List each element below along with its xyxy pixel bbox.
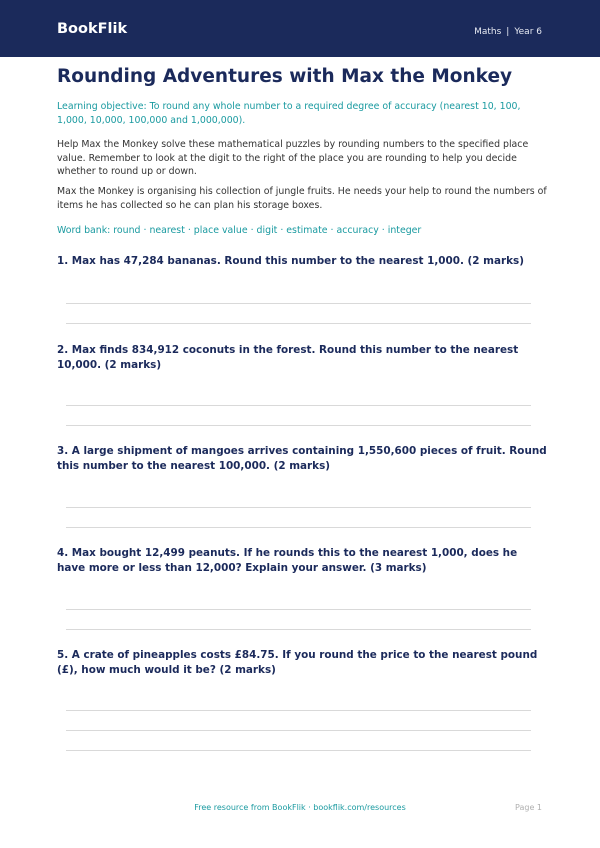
worksheet-title: Rounding Adventures with Max the Monkey [57, 66, 513, 87]
answer-line[interactable] [66, 507, 531, 508]
answer-line[interactable] [66, 730, 531, 731]
meta-separator: | [506, 27, 510, 37]
answer-line[interactable] [66, 405, 531, 406]
question-5: 5. A crate of pineapples costs £84.75. If you round the price to the nearest pound (£), how much would it be? (2 marks) [57, 649, 538, 676]
intro-paragraph: Help Max the Monkey solve these mathematical puzzles by rounding numbers to the specified place value. Remember to look at the digit to the right of the place you are rounding to help you decide whether to round up or down. [57, 139, 529, 177]
question-4: 4. Max bought 12,499 peanuts. If he rounds this to the nearest 1,000, does he have more or less than 12,000? Explain your answer. (3 marks) [57, 547, 518, 574]
page-header [0, 0, 600, 57]
answer-line[interactable] [66, 303, 531, 304]
answer-line[interactable] [66, 527, 531, 528]
answer-line[interactable] [66, 750, 531, 751]
answer-line[interactable] [66, 323, 531, 324]
answer-line[interactable] [66, 710, 531, 711]
scenario-paragraph: Max the Monkey is organising his collection of jungle fruits. He needs your help to round the numbers of items he has collected so he can plan his storage boxes. [57, 186, 547, 211]
brand-logo: BookFlik [57, 21, 128, 37]
question-1: 1. Max has 47,284 bananas. Round this number to the nearest 1,000. (2 marks) [57, 255, 524, 267]
page-number: Page 1 [515, 803, 542, 812]
subject-label: Maths [474, 27, 502, 37]
answer-line[interactable] [66, 425, 531, 426]
subject-year-label [474, 28, 542, 37]
learning-objective: Learning objective: To round any whole number to a required degree of accuracy (nearest 10, 100, 1,000, 10,000, 100,000 and 1,000,000). [57, 101, 521, 126]
year-label: Year 6 [514, 27, 542, 37]
answer-line[interactable] [66, 629, 531, 630]
footer-resource-link[interactable]: Free resource from BookFlik · bookflik.com/resources [194, 803, 406, 812]
question-3: 3. A large shipment of mangoes arrives containing 1,550,600 pieces of fruit. Round this number to the nearest 100,000. (2 marks) [57, 445, 547, 472]
answer-line[interactable] [66, 609, 531, 610]
word-bank: Word bank: round · nearest · place value · digit · estimate · accuracy · integer [57, 225, 422, 236]
question-2: 2. Max finds 834,912 coconuts in the forest. Round this number to the nearest 10,000. (2 marks) [57, 344, 519, 371]
